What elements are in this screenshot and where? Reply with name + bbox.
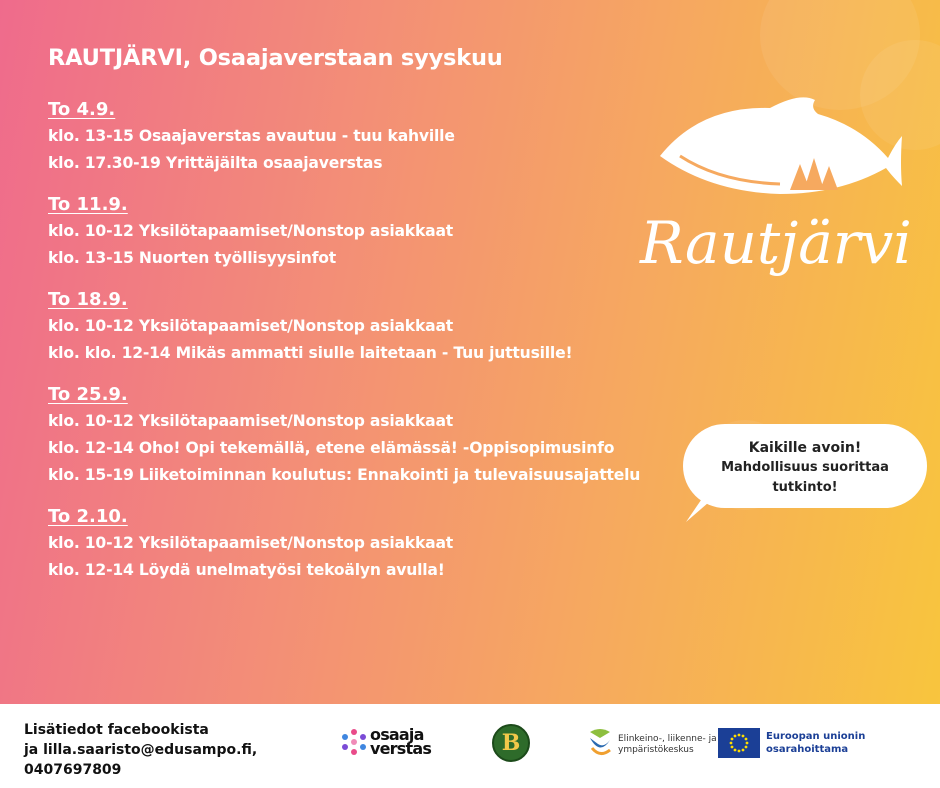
day-date: To 4.9.: [48, 99, 116, 120]
event-item: klo. klo. 12-14 Mikäs ammatti siulle laitetaan - Tuu juttusille!: [48, 344, 573, 362]
event-item: klo. 13-15 Osaajaverstas avautuu - tuu kahville: [48, 127, 455, 145]
event-item: klo. 17.30-19 Yrittäjäilta osaajaverstas: [48, 154, 383, 172]
ely-icon: [586, 726, 614, 758]
footer: [0, 704, 940, 788]
dots-icon: [340, 728, 368, 756]
eu-text: [766, 730, 865, 756]
contact-line: ja lilla.saaristo@edusampo.fi,: [24, 742, 258, 758]
eu-line: Euroopan unionin: [766, 731, 866, 742]
event-item: klo. 12-14 Löydä unelmatyösi tekoälyn avulla!: [48, 561, 445, 579]
speech-bubble: [683, 424, 927, 508]
eu-flag-icon: [718, 728, 760, 758]
bubble-line: tutkinto!: [772, 480, 838, 495]
osaaja-line: verstas: [370, 739, 432, 758]
day-date: To 25.9.: [48, 384, 128, 405]
page-title: RAUTJÄRVI, Osaajaverstaan syyskuu: [48, 45, 503, 71]
ely-line: ympäristökeskus: [618, 745, 694, 755]
event-item: klo. 10-12 Yksilötapaamiset/Nonstop asiakkaat: [48, 222, 454, 240]
rautjarvi-logo: [640, 86, 912, 277]
contact-line: Lisätiedot facebookista: [24, 722, 209, 738]
day-date: To 18.9.: [48, 289, 128, 310]
event-item: klo. 13-15 Nuorten työllisyysinfot: [48, 249, 337, 267]
event-item: klo. 10-12 Yksilötapaamiset/Nonstop asiakkaat: [48, 412, 454, 430]
schedule-day: [48, 286, 748, 367]
schedule-day: [48, 381, 748, 489]
fish-trees-icon: [640, 86, 906, 216]
event-item: klo. 10-12 Yksilötapaamiset/Nonstop asiakkaat: [48, 534, 454, 552]
event-item: klo. 15-19 Liiketoiminnan koulutus: Ennakointi ja tulevaisuusajattelu: [48, 466, 641, 484]
bubble-line: Mahdollisuus suorittaa: [721, 460, 889, 475]
osaajaverstas-text: [370, 725, 432, 758]
ely-line: Elinkeino-, liikenne- ja: [618, 734, 717, 744]
event-item: klo. 10-12 Yksilötapaamiset/Nonstop asiakkaat: [48, 317, 454, 335]
contact-line: 0407697809: [24, 762, 122, 778]
schedule-day: [48, 503, 748, 584]
day-date: To 11.9.: [48, 194, 128, 215]
eu-line: osarahoittama: [766, 744, 849, 755]
contact-info: [24, 720, 257, 780]
b-logo: B: [492, 724, 530, 762]
event-item: klo. 12-14 Oho! Opi tekemällä, etene elämässä! -Oppisopimusinfo: [48, 439, 615, 457]
logo-text: Rautjärvi: [640, 209, 912, 277]
osaaja-line: osaaja: [370, 725, 424, 744]
day-date: To 2.10.: [48, 506, 128, 527]
ely-text: [618, 734, 717, 756]
bubble-line: Kaikille avoin!: [748, 440, 862, 456]
